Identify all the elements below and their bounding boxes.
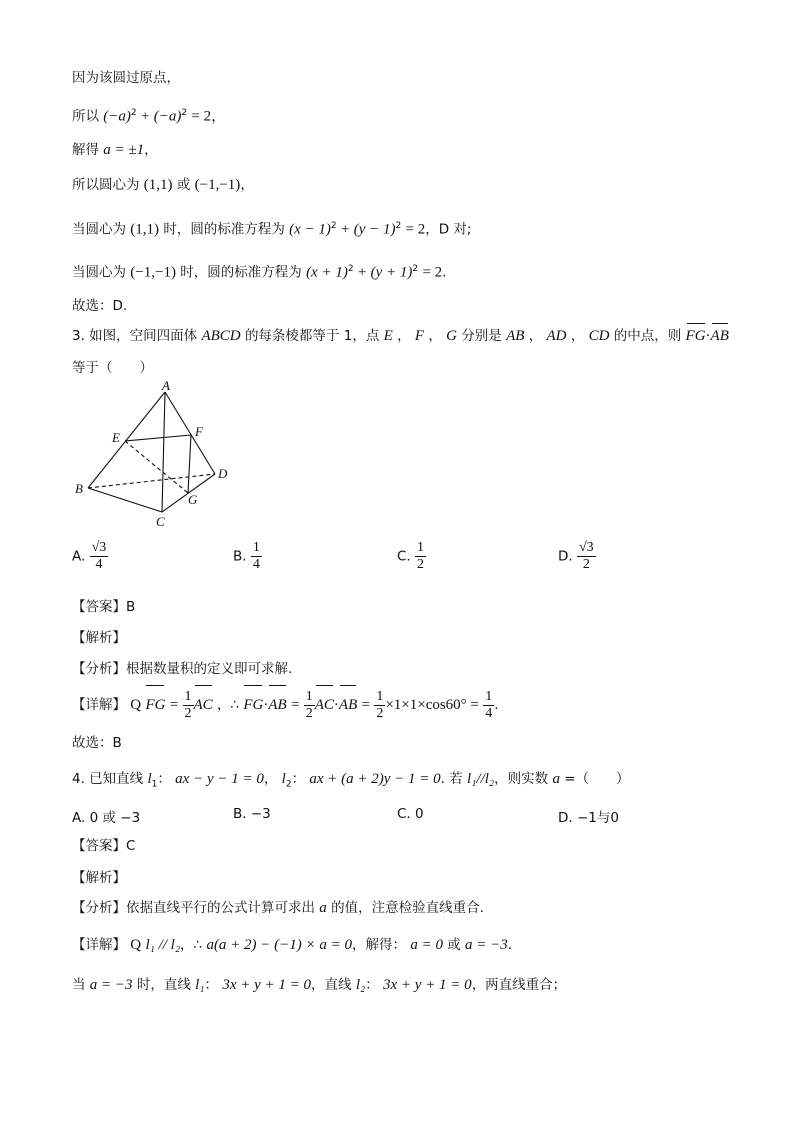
exponent: 2 xyxy=(412,264,419,274)
edge-ac xyxy=(162,392,165,512)
text-line-centers xyxy=(72,175,254,195)
option-label: B. xyxy=(233,806,247,822)
math-var: a xyxy=(319,900,327,916)
dot-op: · xyxy=(333,697,339,713)
punct: ， xyxy=(528,328,543,344)
option-label: C. xyxy=(397,548,411,565)
line-text: ，D 对; xyxy=(425,221,472,238)
option-label: C. xyxy=(397,806,411,822)
option-label: A. xyxy=(72,548,86,565)
punct: . xyxy=(442,264,447,281)
math-expr: = 2 xyxy=(422,264,443,281)
fraction-half xyxy=(304,689,315,722)
option-d[interactable] xyxy=(558,540,596,573)
line-text: 当圆心为 xyxy=(72,221,126,238)
fraction-half xyxy=(374,689,385,722)
line-text: ，解得： xyxy=(352,937,407,953)
fenxi-text: 的值，注意检验直线重合. xyxy=(331,900,484,916)
vector-ab: AB xyxy=(268,688,286,722)
question-3-stem xyxy=(72,326,729,346)
punct: ， xyxy=(428,328,442,344)
punct: . xyxy=(494,697,499,713)
math-expr: (−1,−1) xyxy=(130,264,176,281)
math-expr: a = ±1 xyxy=(103,142,145,158)
line-text: 所以 xyxy=(72,108,99,125)
stem-text: 分别是 xyxy=(461,328,502,344)
q4-detail xyxy=(72,935,512,955)
denominator: 2 xyxy=(417,557,425,572)
line-text: 当圆心为 xyxy=(72,264,126,281)
math-op: + xyxy=(140,108,150,125)
because-symbol: Q xyxy=(130,697,142,713)
option-a[interactable] xyxy=(72,806,140,826)
punct: ： xyxy=(204,977,219,993)
math-op: = xyxy=(169,697,179,713)
answer-text: 【答案】B xyxy=(72,599,136,615)
vector-ac: AC xyxy=(194,688,213,722)
line-text: 因为该圆过原点， xyxy=(72,70,180,86)
denominator: 2 xyxy=(305,705,313,721)
math-expr: (−a) xyxy=(153,108,182,125)
label-c: C xyxy=(156,514,165,529)
punct: ， xyxy=(144,142,158,158)
text-line-circle-through-origin xyxy=(72,68,180,88)
line-text: 或 xyxy=(176,177,191,193)
numerator: 1 xyxy=(376,688,384,704)
math-var: l₁ xyxy=(195,977,205,993)
math-op: = xyxy=(290,697,300,713)
edge-bc xyxy=(88,488,162,512)
math-expr: a = −3 xyxy=(89,977,133,993)
math-var: l xyxy=(147,771,152,787)
segment-fg xyxy=(188,435,191,493)
math-expr: 3x + y + 1 = 0 xyxy=(222,977,312,993)
numerator: 1 xyxy=(184,688,192,704)
math-expr: a(a + 2) − (−1) × a = 0 xyxy=(206,937,353,953)
line-text: ，直线 xyxy=(311,977,352,993)
label-b: B xyxy=(75,481,83,496)
fraction xyxy=(90,540,109,573)
vector-ab: AB xyxy=(339,688,357,722)
numerator: 1 xyxy=(252,540,260,555)
math-var: G xyxy=(446,328,457,344)
answer-text: 【答案】C xyxy=(72,838,136,854)
q4-answer xyxy=(72,836,135,856)
option-text: 0 或 −3 xyxy=(89,810,141,826)
math-var: l₂ xyxy=(355,977,366,993)
edge-ab xyxy=(88,392,165,488)
fraction xyxy=(577,540,596,573)
denominator: 4 xyxy=(252,557,260,572)
line-text: ，两直线重合； xyxy=(471,977,567,993)
because-symbol: Q xyxy=(130,937,142,953)
label-e: E xyxy=(112,430,120,445)
line-l2-eq: ax + (a + 2)y − 1 = 0 xyxy=(309,771,441,787)
q3-fenxi xyxy=(72,659,292,679)
text-line-solve xyxy=(72,140,158,160)
therefore-text: ，∴ xyxy=(216,697,240,713)
fenxi-text: 【分析】依据直线平行的公式计算可求出 xyxy=(72,900,315,916)
math-expr: (1,1) xyxy=(143,177,173,193)
fenxi-text: 【分析】根据数量积的定义即可求解. xyxy=(72,661,293,677)
line-l1-eq: ax − y − 1 = 0 xyxy=(175,771,264,787)
math-op: + xyxy=(340,221,350,238)
numerator: 1 xyxy=(305,688,313,704)
denominator: 4 xyxy=(95,557,103,572)
text-line-choose-d xyxy=(72,296,127,316)
math-expr: ×1×1×cos60° = xyxy=(385,697,479,713)
vector-ab: AB xyxy=(710,328,729,344)
math-expr: a = −3 xyxy=(465,937,508,953)
stem-text: =（ ） xyxy=(564,771,630,787)
option-d[interactable] xyxy=(558,806,619,826)
q4-fenxi xyxy=(72,898,484,918)
question-3-stem-cont xyxy=(72,358,153,378)
punct: ， xyxy=(570,328,585,344)
math-var: l xyxy=(281,771,286,787)
line-text: 时，圆的标准方程为 xyxy=(163,221,285,238)
stem-text: 4. 已知直线 xyxy=(72,771,144,787)
label-g: G xyxy=(188,492,198,507)
punct: ： xyxy=(291,771,306,787)
punct: . xyxy=(507,937,513,953)
punct: ， xyxy=(397,328,411,344)
stem-text: 的每条棱都等于 1，点 xyxy=(244,328,380,344)
dot-op: · xyxy=(263,697,269,713)
math-var: F xyxy=(414,328,425,344)
fraction-half xyxy=(183,689,194,722)
label-a: A xyxy=(162,380,170,393)
exponent: 2 xyxy=(130,108,137,118)
analysis-heading: 【解析】 xyxy=(72,630,126,646)
stem-text: 3. 如图，空间四面体 xyxy=(72,328,198,344)
line-text: 解得 xyxy=(72,142,99,158)
math-var: E xyxy=(383,328,393,344)
option-a[interactable] xyxy=(72,540,108,573)
exponent: 2 xyxy=(395,221,402,231)
option-c[interactable] xyxy=(397,540,426,573)
math-var: CD xyxy=(588,328,610,344)
option-text: 0 xyxy=(415,806,424,822)
math-op: = xyxy=(361,697,371,713)
math-var: ABCD xyxy=(201,328,241,344)
question-4-stem xyxy=(72,769,630,795)
denominator: 2 xyxy=(582,557,590,572)
option-b[interactable] xyxy=(233,806,271,822)
q4-analysis-heading xyxy=(72,868,126,888)
vector-fg: FG xyxy=(145,688,165,722)
text-line-substitution xyxy=(72,103,226,127)
stem-text: 的中点，则 xyxy=(613,328,682,344)
q3-detail xyxy=(72,688,499,722)
math-expr: (−1,−1) xyxy=(194,177,241,193)
segment-eg-hidden xyxy=(125,441,188,493)
subscript: 1 xyxy=(151,779,158,790)
option-label: D. xyxy=(558,810,573,826)
option-b[interactable] xyxy=(233,540,262,573)
math-expr: (−a) xyxy=(103,108,131,125)
math-var: a xyxy=(552,771,560,787)
math-var: AD xyxy=(546,328,567,344)
math-expr: = 2， xyxy=(191,108,227,125)
choose-text: 故选：B xyxy=(72,735,122,751)
vector-fg: FG xyxy=(243,688,263,722)
vector-ac: AC xyxy=(315,688,334,722)
exponent: 2 xyxy=(181,108,188,118)
parallel-cond: l₁ // l₂ xyxy=(145,937,181,953)
math-expr: (1,1) xyxy=(130,221,160,238)
text-line-equation-2 xyxy=(72,259,446,283)
numerator: √3 xyxy=(91,540,107,555)
line-text: 或 xyxy=(447,937,461,953)
option-label: D. xyxy=(558,548,573,565)
denominator: 2 xyxy=(376,705,384,721)
segment-ef xyxy=(125,435,191,441)
therefore-text: ，∴ xyxy=(180,937,203,953)
line-text: 时，圆的标准方程为 xyxy=(180,264,302,281)
stem-text: 等于（ ） xyxy=(72,360,153,376)
math-expr: = 2 xyxy=(405,221,426,238)
denominator: 2 xyxy=(184,705,192,721)
option-text: −1与0 xyxy=(576,810,619,826)
q3-analysis-heading xyxy=(72,628,126,648)
q3-answer xyxy=(72,597,135,617)
line-text: 故选：D. xyxy=(72,298,128,314)
denominator: 4 xyxy=(485,705,493,721)
punct: ： xyxy=(157,771,171,787)
math-expr: (x − 1) xyxy=(289,221,331,238)
exponent: 2 xyxy=(330,221,337,231)
tetrahedron-figure xyxy=(70,380,240,530)
math-op: + xyxy=(357,264,367,281)
text-line-equation-1 xyxy=(72,216,472,240)
line-text: 时，直线 xyxy=(136,977,191,993)
q4-coincide-check xyxy=(72,975,566,995)
punct: ， xyxy=(263,771,278,787)
label-d: D xyxy=(218,466,228,481)
math-expr: (y + 1) xyxy=(370,264,413,281)
math-expr: (y − 1) xyxy=(353,221,396,238)
stem-text: ，则实数 xyxy=(494,771,549,787)
math-expr: (x + 1) xyxy=(306,264,348,281)
analysis-heading: 【解析】 xyxy=(72,870,126,886)
subscript: 2 xyxy=(285,779,292,790)
option-label: B. xyxy=(233,548,247,565)
numerator: 1 xyxy=(485,688,493,704)
math-var: AB xyxy=(506,328,525,344)
q3-choose xyxy=(72,733,122,753)
option-label: A. xyxy=(72,810,86,826)
math-expr: a = 0 xyxy=(410,937,443,953)
detail-label: 【详解】 xyxy=(72,697,126,713)
line-text: 所以圆心为 xyxy=(72,177,140,193)
fraction-quarter xyxy=(483,689,494,722)
dot-op: · xyxy=(705,328,711,344)
numerator: √3 xyxy=(578,540,594,555)
punct: ， xyxy=(240,177,254,193)
line-text: 当 xyxy=(72,977,86,993)
parallel-cond: l₁//l₂ xyxy=(467,771,495,787)
fraction xyxy=(251,540,262,573)
detail-label: 【详解】 xyxy=(72,937,126,953)
vector-fg: FG xyxy=(685,328,706,344)
label-f: F xyxy=(195,424,203,439)
math-expr: 3x + y + 1 = 0 xyxy=(383,977,472,993)
exponent: 2 xyxy=(347,264,354,274)
punct: ： xyxy=(365,977,379,993)
stem-text: . 若 xyxy=(440,771,463,787)
option-c[interactable] xyxy=(397,806,424,822)
option-text: −3 xyxy=(250,806,271,822)
edge-bd-hidden xyxy=(88,474,215,488)
fraction xyxy=(415,540,426,573)
numerator: 1 xyxy=(417,540,425,555)
